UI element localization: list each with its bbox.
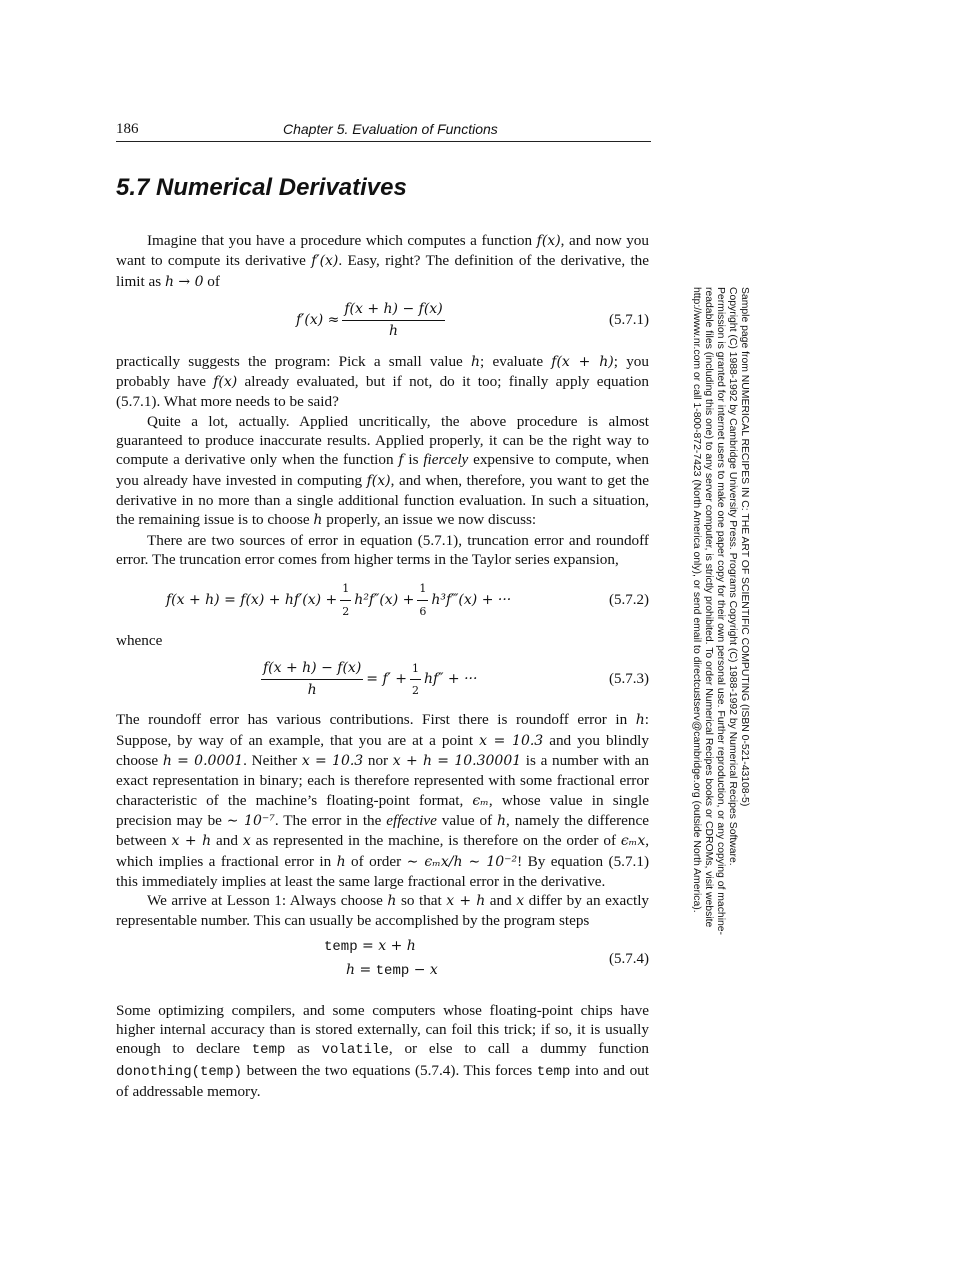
equation-5-7-1: f′(x) ≈ $\frac{f(x + h) - f(x)}{h}$ (5.7.1) [116, 298, 649, 344]
paragraph-optimizing-compilers: Some optimizing compilers, and some computers whose floating-point chips have higher internal accuracy than is stored externally, can foil this trick; if so, it is usually enough to declare temp as volatile, or else to call a dummy function donothing(temp) between the two equations (5.7.4). This forces temp into and out of addressable memory. [116, 1001, 650, 1100]
sidebar-line: Copyright (C) 1988-1992 by Cambridge University Press. Programs Copyright (C) 1988-1992 by Numerical Recipes Software. [727, 287, 738, 866]
whence-text: whence [116, 632, 163, 650]
paragraph-intro: Imagine that you have a procedure which computes a function f(x), and now you want to compute its derivative f′(x). Easy, right? The definition of the derivative, the limit as h → 0 of [116, 232, 649, 290]
body-text [116, 231, 649, 1101]
page-number: 186 [116, 121, 139, 137]
paragraph-lesson-1: We arrive at Lesson 1: Always choose h so that x + h and x differ by an exactly representable number. This can usually be accomplished by the program steps [116, 892, 650, 930]
running-head: Chapter 5. Evaluation of Functions [283, 121, 498, 137]
equation-number: (5.7.3) [609, 670, 649, 687]
paragraph-quite-a-lot: Quite a lot, actually. Applied uncritically, the above procedure is almost guaranteed to produce inaccurate results. Applied properly, it can be the right way to compute a derivative only when the function f is fiercely expensive to compute, when you already have invested in computing f(x), and when, therefore, you want to get the derivative in no more than a single additional function evaluation. In such a situation, the remaining issue is to choose h properly, an issue we now discuss: [116, 412, 650, 529]
sidebar-line: http://www.nr.com or call 1-800-872-7423 (North America only), or send email to directcustserv@cambridge.org (outside North America). [691, 287, 702, 913]
section-title: 5.7 Numerical Derivatives [116, 174, 407, 201]
copyright-sidebar [690, 287, 750, 1007]
equation-5-7-4: temp = x + h h = temp − x (5.7.4) [116, 935, 649, 985]
page-header [116, 121, 651, 142]
sidebar-line: Permission is granted for internet users to make one paper copy for their own personal use. Further reproduction, or any copying of machine- [715, 287, 726, 936]
equation-number: (5.7.1) [609, 312, 649, 329]
sidebar-line: readable files (including this one) to any server computer, is strictly prohibited. To order Numerical Recipes books or CDROMs, visit website [703, 287, 714, 928]
sidebar-line: Sample page from NUMERICAL RECIPES IN C: THE ART OF SCIENTIFIC COMPUTING (ISBN 0-521-43108-5) [739, 287, 750, 807]
paragraph-program: practically suggests the program: Pick a small value h; evaluate f(x + h); you probably have f(x) already evaluated, but if not, do it too; finally apply equation (5.7.1). What more needs to be said? [116, 352, 649, 411]
paragraph-error-sources: There are two sources of error in equation (5.7.1), truncation error and roundoff error. The truncation error comes from higher terms in the Taylor series expansion, [116, 531, 649, 568]
paragraph-roundoff: The roundoff error has various contributions. First there is roundoff error in h: Suppose, by way of an example, that you are at a point x = 10.3 and you blindly choose h = 0.0001. Neither x = 10.3 nor x + h = 10.30001 is a number with an exact representation in binary; each is therefore represented with some fractional error characteristic of the machine’s floating-point format, ϵₘ, whose value in single precision may be ∼ 10⁻⁷. The error in the effective value of h, namely the difference between x + h and x as represented in the machine, is therefore on the order of ϵₘx, which implies a fractional error in h of order ∼ ϵₘx/h ∼ 10⁻²! By equation (5.7.1) this immediately implies at least the same large fractional error in the derivative. [116, 711, 650, 890]
equation-5-7-2: f(x + h) = f(x) + hf′(x) + $\frac{1}{2}$ h²f″(x) + $\frac{1}{6}$ h³f‴(x) + ··· (5.7.2) [116, 577, 649, 623]
equation-number: (5.7.4) [609, 951, 649, 968]
equation-5-7-3: $\frac{f(x + h) - f(x)}{h}$ = f′ + $\frac{1}{2}$ hf″ + ··· (5.7.3) [116, 656, 649, 702]
equation-number: (5.7.2) [609, 591, 649, 608]
